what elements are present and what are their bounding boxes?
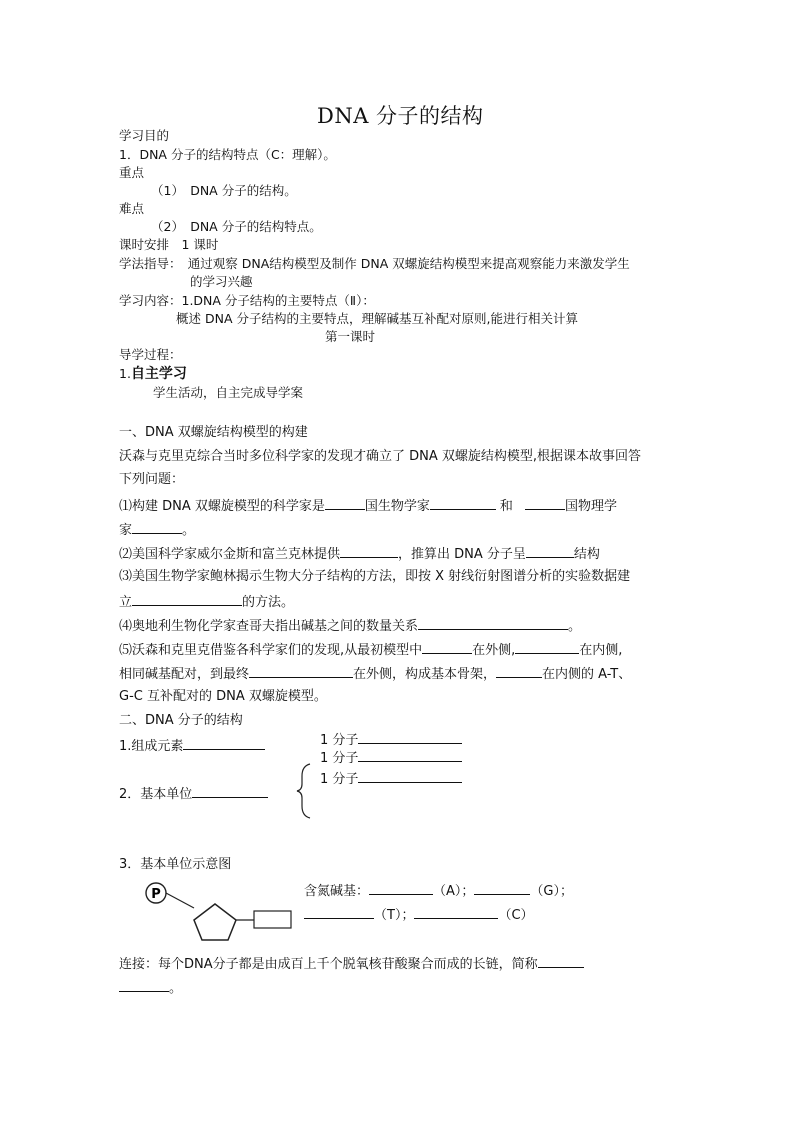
question-4 bbox=[119, 616, 581, 636]
mol-blank-3[interactable] bbox=[358, 769, 462, 783]
unit-row bbox=[119, 784, 268, 804]
section2-heading: 二、DNA 分子的结构 bbox=[119, 713, 243, 728]
difficulty-item: （2） DNA 分子的结构特点。 bbox=[151, 219, 322, 234]
phosphate-bond-line bbox=[166, 893, 194, 908]
section1-heading: 一、DNA 双螺旋结构模型的构建 bbox=[119, 425, 308, 440]
q2-blank-1[interactable] bbox=[340, 544, 398, 558]
q4-text-a: ⑷奥地利生物化学家查哥夫指出碱基之间的数量关系 bbox=[119, 619, 419, 634]
base-a-label: （A）； bbox=[433, 884, 475, 899]
elements-row bbox=[119, 736, 265, 756]
q5-text-e: 在外侧，构成基本骨架， bbox=[353, 667, 497, 682]
q1-text-f: 。 bbox=[182, 523, 196, 538]
link-blank-1[interactable] bbox=[538, 954, 584, 968]
q5-text-d: 相同碱基配对，到最终 bbox=[119, 667, 250, 682]
key-item: （1） DNA 分子的结构。 bbox=[151, 183, 297, 198]
q5-text-a: ⑸沃森和克里克借鉴各科学家们的发现,从最初模型中 bbox=[119, 643, 423, 658]
q1-text-e: 家 bbox=[119, 523, 133, 538]
bases-row-2 bbox=[304, 905, 534, 925]
unit-component-1 bbox=[320, 730, 462, 750]
q2-blank-2[interactable] bbox=[526, 544, 574, 558]
q4-text-b: 。 bbox=[568, 619, 582, 634]
question-5 bbox=[119, 640, 622, 660]
bases-row-1 bbox=[304, 881, 573, 901]
method-line2: 的学习兴趣 bbox=[190, 274, 253, 289]
q1-blank-4[interactable] bbox=[132, 520, 182, 534]
bases-label: 含氮碱基： bbox=[304, 884, 370, 899]
base-g-blank[interactable] bbox=[474, 881, 530, 895]
q2-text-b: ，推算出 DNA 分子呈 bbox=[398, 547, 526, 562]
mol-label-3: 1 分子 bbox=[320, 772, 359, 787]
q1-blank-3[interactable] bbox=[525, 496, 565, 510]
q2-text-c: 结构 bbox=[573, 547, 600, 562]
q5-text-f: 在内侧的 A-T、 bbox=[542, 667, 632, 682]
q5-blank-4[interactable] bbox=[496, 664, 542, 678]
q1-text-a: ⑴构建 DNA 双螺旋模型的科学家是 bbox=[119, 499, 325, 514]
left-brace-icon bbox=[296, 762, 316, 820]
page-title: DNA 分子的结构 bbox=[317, 104, 484, 128]
goals-heading: 学习目的 bbox=[119, 128, 170, 143]
q1-blank-2[interactable] bbox=[430, 496, 496, 510]
link-text: 连接：每个DNA分子都是由成百上千个脱氧核苷酸聚合而成的长链，简称 bbox=[119, 957, 538, 972]
mol-blank-1[interactable] bbox=[358, 730, 462, 744]
q1-text-b: 国生物学家 bbox=[364, 499, 430, 514]
content-line1: 学习内容：1.DNA 分子结构的主要特点（Ⅱ）： bbox=[119, 293, 375, 308]
question-2 bbox=[119, 544, 600, 564]
base-a-blank[interactable] bbox=[369, 881, 433, 895]
difficulty-heading: 难点 bbox=[119, 201, 145, 216]
base-rectangle bbox=[254, 911, 291, 928]
unit-component-2 bbox=[320, 748, 462, 768]
mol-label-2: 1 分子 bbox=[320, 751, 359, 766]
elements-blank[interactable] bbox=[183, 736, 265, 750]
base-t-blank[interactable] bbox=[304, 905, 374, 919]
self-study-heading bbox=[119, 366, 187, 382]
self-study-label: 自主学习 bbox=[130, 366, 187, 382]
content-line2: 概述 DNA 分子结构的主要特点，理解碱基互补配对原则,能进行相关计算 bbox=[176, 311, 578, 326]
method-line1: 学法指导： 通过观察 DNA结构模型及制作 DNA 双螺旋结构模型来提高观察能力来激发学生 bbox=[119, 256, 630, 271]
key-heading: 重点 bbox=[119, 165, 145, 180]
q1-text-c: 和 bbox=[499, 499, 513, 514]
unit-component-3 bbox=[320, 769, 462, 789]
unit-blank[interactable] bbox=[192, 784, 268, 798]
link-row bbox=[119, 954, 584, 974]
section1-intro2: 下列问题： bbox=[119, 472, 185, 487]
pentose-pentagon bbox=[194, 904, 236, 940]
schedule: 课时安排 1 课时 bbox=[119, 237, 219, 252]
self-study-num: 1. bbox=[119, 366, 131, 381]
mol-blank-2[interactable] bbox=[358, 748, 462, 762]
q5-blank-2[interactable] bbox=[515, 640, 579, 654]
base-g-label: （G）； bbox=[530, 884, 573, 899]
q3-blank[interactable] bbox=[132, 592, 242, 606]
goals-item: 1．DNA 分子的结构特点（C：理解）。 bbox=[119, 147, 336, 162]
q1-blank-1[interactable] bbox=[325, 496, 365, 510]
phosphate-label: P bbox=[151, 887, 161, 902]
process-heading: 导学过程： bbox=[119, 347, 182, 362]
question-3-cont bbox=[119, 592, 294, 612]
mol-label-1: 1 分子 bbox=[320, 733, 359, 748]
base-t-label: （T）； bbox=[374, 908, 415, 923]
q5-blank-3[interactable] bbox=[249, 664, 353, 678]
link-row-cont bbox=[119, 978, 182, 998]
q1-text-d: 国物理学 bbox=[564, 499, 617, 514]
q5-blank-1[interactable] bbox=[422, 640, 472, 654]
self-study-desc: 学生活动，自主完成导学案 bbox=[153, 385, 304, 400]
base-c-label: （C） bbox=[498, 908, 534, 923]
question-3: ⑶美国生物学家鲍林揭示生物大分子结构的方法，即按 X 射线衍射图谱分析的实验数据建 bbox=[119, 569, 631, 584]
q5-text-b: 在外侧, bbox=[472, 643, 516, 658]
unit-label: 2．基本单位 bbox=[119, 787, 193, 802]
link-blank-2[interactable] bbox=[119, 978, 169, 992]
question-5-cont bbox=[119, 664, 631, 684]
link-end: 。 bbox=[169, 981, 183, 996]
elements-label: 1.组成元素 bbox=[119, 739, 184, 754]
q3-text-b: 立 bbox=[119, 595, 133, 610]
lesson-label: 第一课时 bbox=[325, 329, 376, 344]
q3-text-c: 的方法。 bbox=[242, 595, 295, 610]
q4-blank[interactable] bbox=[418, 616, 568, 630]
diagram-heading: 3．基本单位示意图 bbox=[119, 857, 232, 872]
question-5-end: G-C 互补配对的 DNA 双螺旋模型。 bbox=[119, 689, 327, 704]
base-c-blank[interactable] bbox=[414, 905, 498, 919]
section1-intro1: 沃森与克里克综合当时多位科学家的发现才确立了 DNA 双螺旋结构模型,根据课本故事回答 bbox=[119, 449, 642, 464]
nucleotide-diagram bbox=[140, 878, 300, 948]
q5-text-c: 在内侧, bbox=[579, 643, 623, 658]
question-1 bbox=[119, 496, 617, 516]
q2-text-a: ⑵美国科学家威尔金斯和富兰克林提供 bbox=[119, 547, 341, 562]
question-1-cont bbox=[119, 520, 195, 540]
